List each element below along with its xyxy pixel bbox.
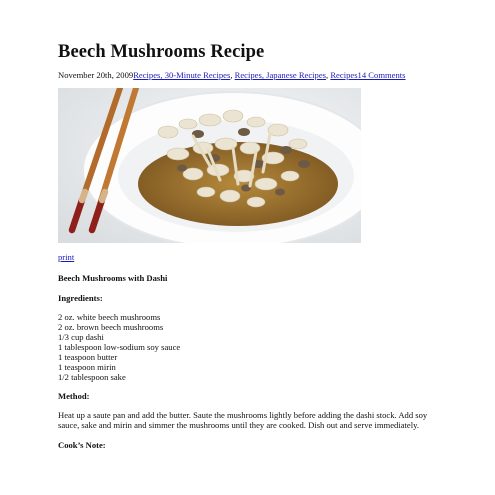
method-text: Heat up a saute pan and add the butter. Saute the mushrooms lightly before adding the dashi stock. Add soy sauce, sake and mirin and simmer the mushrooms until they are cooked. Dish out and serve immediately. xyxy=(58,410,428,430)
print-link[interactable]: print xyxy=(58,252,75,262)
post-meta: November 20th, 2009Recipes, 30-Minute Recipes, Recipes, Japanese Recipes, Recipes14 Comments xyxy=(58,70,406,80)
category-link-japanese[interactable]: Recipes, Japanese Recipes xyxy=(234,70,327,80)
ingredient-item: 1/2 tablespoon sake xyxy=(58,372,126,382)
cooks-note-heading: Cook’s Note: xyxy=(58,440,106,450)
ingredient-item: 2 oz. brown beech mushrooms xyxy=(58,322,164,332)
recipe-photo xyxy=(58,88,361,243)
comments-link[interactable]: 14 Comments xyxy=(357,70,406,80)
method-heading: Method: xyxy=(58,391,90,401)
mushroom-soup-photo xyxy=(58,88,361,243)
post-date: November 20th, 2009 xyxy=(58,70,134,80)
ingredient-item: 1 tablespoon low-sodium soy sauce xyxy=(58,342,181,352)
ingredient-item: 2 oz. white beech mushrooms xyxy=(58,312,161,322)
ingredients-heading: Ingredients: xyxy=(58,293,103,303)
page-title: Beech Mushrooms Recipe xyxy=(58,42,265,62)
ingredient-item: 1 teaspoon butter xyxy=(58,352,118,362)
category-link-recipes[interactable]: Recipes xyxy=(330,70,358,80)
ingredient-item: 1/3 cup dashi xyxy=(58,332,104,342)
recipe-name: Beech Mushrooms with Dashi xyxy=(58,273,168,283)
ingredient-item: 1 teaspoon mirin xyxy=(58,362,116,372)
category-link-30-minute[interactable]: Recipes, 30-Minute Recipes xyxy=(133,70,231,80)
article xyxy=(58,40,444,450)
ingredients-list xyxy=(58,312,444,382)
